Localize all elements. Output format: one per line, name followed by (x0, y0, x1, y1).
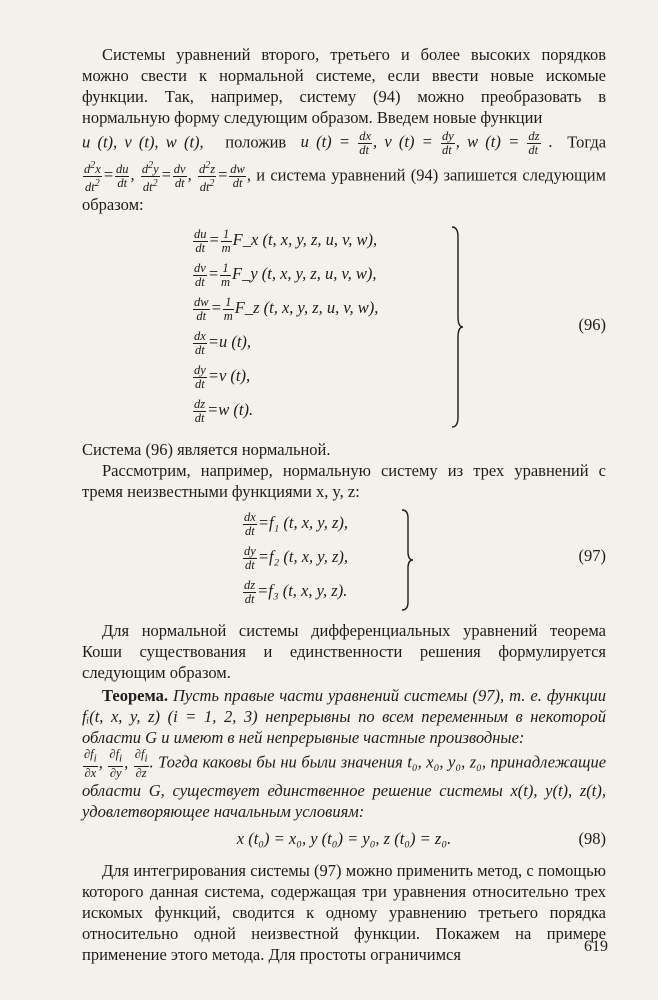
new-functions-list: u (t), v (t), w (t), (82, 132, 204, 152)
second-derivatives-line: $\frac{d^2x}{dt^2}$ = $\frac{du}{dt}$ , $\frac{d^2y}{dt^2}$ = $\frac{dv}{dt}$ , $\frac{d^2z}{dt^2}$ = $\frac{dw}{dt}$ , и система уравнений (94) запишется следующим образом: (82, 160, 607, 215)
word-togda: Тогда (567, 132, 607, 152)
equation-system-96 (82, 223, 606, 431)
eq96-rhs-1: F_x (t, x, y, z, u, v, w), (232, 230, 378, 250)
paragraph-cauchy: Для нормальной системы дифференциальных уравнений теорема Коши существования и единственности решения формулируется следующим образом. (82, 621, 606, 683)
eq97-rhs-3: f₃ (t, x, y, z). (268, 581, 348, 601)
right-brace-97 (400, 508, 414, 612)
equation-system-97 (82, 506, 606, 614)
word-polozhiv: положив (225, 132, 287, 152)
equation-row: $\frac{dz}{dt}$ =f₃ (t, x, y, z). (244, 578, 348, 607)
equation-number-97: (97) (578, 546, 606, 566)
initial-conditions-98 (82, 824, 606, 854)
eq96-rhs-5: v (t), (218, 366, 251, 386)
equation-row: $\frac{dw}{dt}$ = $\frac{1}{m}$ F_z (t, x, y, z, u, v, w), (194, 295, 379, 324)
new-functions-line (82, 130, 606, 157)
equation-row: $\frac{dy}{dt}$ =f₂ (t, x, y, z), (244, 544, 349, 573)
paragraph-intro: Системы уравнений второго, третьего и более высоких порядков можно свести к нормальной системе, если ввести новые искомые функции. Так, например, систему (94) можно преобразовать в нормальную форму следующим образом. Введем новые функции (82, 45, 606, 127)
paragraph-consider: Рассмотрим, например, нормальную систему из трех уравнений с тремя неизвестными функциями x, y, z: (82, 461, 606, 502)
paragraph-integration: Для интегрирования системы (97) можно применить метод, с помощью которого данная система, содержащая три уравнения относительно трех искомых функций, сводится к одному уравнению третьего порядка относительно одной неизвестной функции. Покажем на примере применение этого метода. Для простоты ограничимся (82, 860, 606, 964)
equation-row: $\frac{dz}{dt}$ =w (t). (194, 397, 254, 426)
theorem-block (82, 685, 606, 748)
substitution-formulas: u (t) = $\frac{dx}{dt}$ , v (t) = $\frac{dy}{dt}$ , w (t) = $\frac{dz}{dt}$ . (300, 129, 553, 157)
page-number: 619 (584, 938, 608, 955)
equation-number-98: (98) (578, 828, 606, 848)
page-body (82, 44, 606, 965)
equation-row: $\frac{dx}{dt}$ =u (t), (194, 329, 252, 358)
equation-row: $\frac{dy}{dt}$ =v (t), (194, 363, 251, 392)
theorem-label: Теорема. (102, 686, 168, 706)
equation-row: $\frac{du}{dt}$ = $\frac{1}{m}$ F_x (t, x, y, z, u, v, w), (194, 227, 378, 256)
equation-row: $\frac{dx}{dt}$ =f₁ (t, x, y, z), (244, 510, 349, 539)
eq96-rhs-6: w (t). (218, 400, 254, 420)
equation-number-96: (96) (578, 315, 606, 335)
paragraph-intro-end: , и система уравнений (94) запишется следующим образом: (82, 165, 607, 215)
theorem-continuation: $\frac{\partial f_i}{\partial x}$ , $\frac{\partial f_i}{\partial y}$ , $\frac{\partial f_i}{\partial z}$ . Тогда каковы бы ни были значения t₀, x₀, y₀, z₀, принадлежащие области G, существует единственное решение системы x(t), y(t), z(t), удовлетворяющее начальным условиям: (82, 747, 607, 821)
right-brace-96 (450, 225, 464, 429)
eq96-rhs-3: F_z (t, x, y, z, u, v, w), (234, 298, 379, 318)
theorem-text-1: Пусть правые части уравнений системы (97), т. е. функции fᵢ(t, x, y, z) (i = 1, 2, 3) непрерывны по всем переменным в некоторой области G и имеют в ней непрерывные частные производные: (82, 686, 607, 748)
paragraph-normal: Система (96) является нормальной. (82, 440, 331, 460)
eq96-rhs-2: F_y (t, x, y, z, u, v, w), (231, 264, 377, 284)
theorem-text-2: . Тогда каковы бы ни были значения t₀, x₀, y₀, z₀, принадлежащие области G, существует единственное решение системы x(t), y(t), z(t), удовлетворяющее начальным условиям: (82, 752, 607, 821)
eq98-text: x (t₀) = x₀, y (t₀) = y₀, z (t₀) = z₀. (236, 828, 452, 848)
equation-row: $\frac{dv}{dt}$ = $\frac{1}{m}$ F_y (t, x, y, z, u, v, w), (194, 261, 377, 290)
eq96-rhs-4: u (t), (218, 332, 252, 352)
eq97-rhs-2: f₂ (t, x, y, z), (268, 547, 349, 567)
eq97-rhs-1: f₁ (t, x, y, z), (268, 513, 349, 533)
